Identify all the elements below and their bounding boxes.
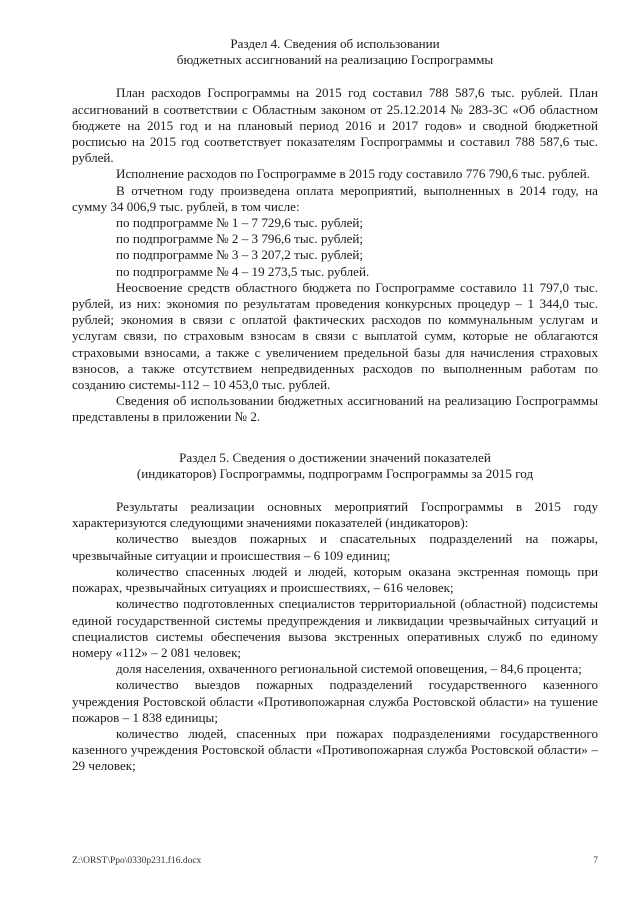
section-4-heading-line-1: Раздел 4. Сведения об использовании (230, 36, 440, 51)
paragraph: Сведения об использовании бюджетных ассигнований на реализацию Госпрограммы представлены в приложении № 2. (72, 393, 598, 425)
list-item: по подпрограмме № 1 – 7 729,6 тыс. рублей; (116, 215, 364, 231)
section-5-heading-line-2: (индикаторов) Госпрограммы, подпрограмм Госпрограммы за 2015 год (136, 465, 534, 481)
paragraph: количество подготовленных специалистов территориальной (областной) подсистемы единой государственной системы предупреждения и ликвидации чрезвычайных ситуаций и специалистов системы обеспечения вызова экстренных оперативных служб по единому номеру «112» – 2 081 человек; (72, 596, 598, 660)
document-page (72, 36, 598, 775)
paragraph: количество людей, спасенных при пожарах подразделениями государственного казенного учреждения Ростовской области «Противопожарная служба Ростовской области» – 29 человек; (72, 725, 598, 774)
paragraph: План расходов Госпрограммы на 2015 год составил 788 587,6 тыс. рублей. План ассигнований в соответствии с Областным законом от 25.12.2014 № 283-ЗС «Об областном бюджете на 2015 год и на плановый период 2016 и 2017 годов» и сводной бюджетной росписью на 2015 год соответствует показателям Госпрограммы и составил 788 587,6 тыс. рублей. (72, 85, 598, 166)
section-5-heading (72, 450, 598, 482)
paragraph: количество выездов пожарных и спасательных подразделений на пожары, чрезвычайные ситуации и происшествия – 6 109 единиц; (72, 531, 598, 563)
paragraph: доля населения, охваченного региональной системой оповещения, – 84,6 процента; (116, 661, 582, 677)
paragraph: количество выездов пожарных подразделений государственного казенного учреждения Ростовской области «Противопожарная служба Ростовской области» на тушение пожаров – 1 838 единицы; (72, 677, 598, 725)
section-4-heading (72, 36, 598, 68)
list-item: по подпрограмме № 4 – 19 273,5 тыс. рублей. (116, 263, 370, 279)
paragraph: В отчетном году произведена оплата мероприятий, выполненных в 2014 году, на сумму 34 006,9 тыс. рублей, в том числе: (72, 182, 598, 214)
page-number: 7 (593, 856, 598, 866)
list-item: по подпрограмме № 3 – 3 207,2 тыс. рублей; (116, 247, 364, 263)
section-4-body (72, 85, 598, 425)
paragraph: Исполнение расходов по Госпрограмме в 2015 году составило 776 790,6 тыс. рублей. (116, 166, 590, 182)
paragraph: количество спасенных людей и людей, которым оказана экстренная помощь при пожарах, чрезвычайных ситуациях и происшествиях, – 616 человек; (72, 563, 598, 596)
section-5-heading-line-1: Раздел 5. Сведения о достижении значений показателей (179, 449, 491, 465)
list-item: по подпрограмме № 2 – 3 796,6 тыс. рублей; (116, 231, 364, 247)
section-4-heading-line-2: бюджетных ассигнований на реализацию Госпрограммы (176, 52, 494, 68)
paragraph: Неосвоение средств областного бюджета по Госпрограмме составило 11 797,0 тыс. рублей, из них: экономия по результатам проведения конкурсных процедур – 1 344,0 тыс. рублей; экономия в связи с оплатой фактических расходов по коммунальным услугам и услугам связи, по страховым взносам в связи с выплатой сумм, которые не облагаются страховыми взносами, а также с увеличением предельной базы для начисления страховых взносов, а также отсутствием непредвиденных расходов по выполненным работам по созданию системы-112 – 10 453,0 тыс. рублей. (72, 279, 598, 393)
paragraph: Результаты реализации основных мероприятий Госпрограммы в 2015 году характеризуются следующими значениями показателей (индикаторов): (72, 499, 598, 531)
file-path: Z:\ORST\Ppo\0330p231.f16.docx (72, 856, 202, 866)
section-5-body (72, 499, 598, 774)
